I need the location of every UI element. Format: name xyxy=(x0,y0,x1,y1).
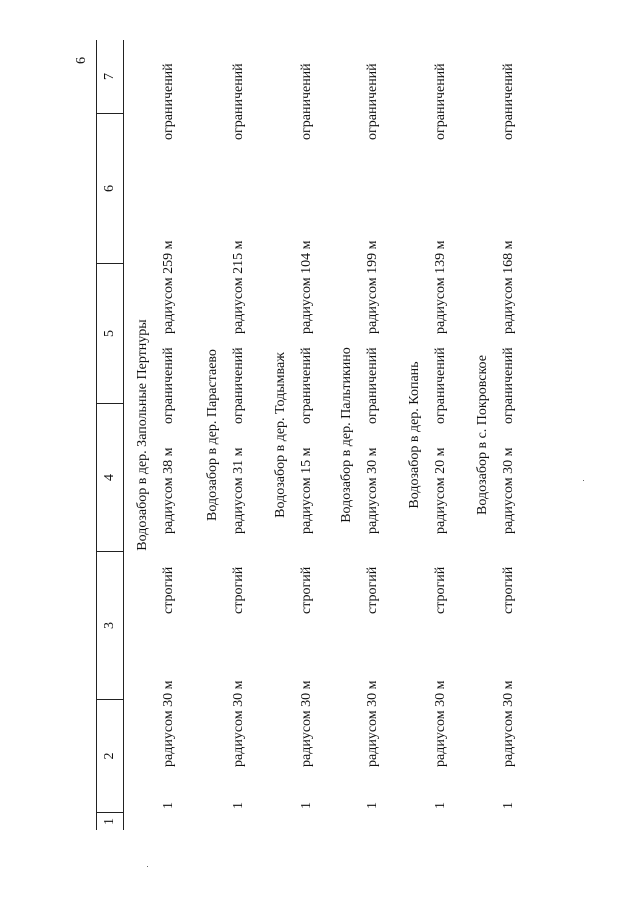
cell-strict-mode: строгий xyxy=(433,566,448,614)
section-title: Водозабор в с. Покровское xyxy=(475,355,490,515)
cell-strict-radius: радиусом 30 м xyxy=(501,680,516,767)
cell-third-radius: радиусом 199 м xyxy=(365,240,380,334)
cell-strict-radius: радиусом 30 м xyxy=(161,680,176,767)
cell-third-radius: радиусом 259 м xyxy=(161,240,176,334)
cell-second-mode: ограничений xyxy=(161,347,176,424)
section-title: Водозабор в дер. Запольные Пертнуры xyxy=(135,319,150,551)
cell-strict-mode: строгий xyxy=(365,566,380,614)
table-row xyxy=(158,40,180,830)
header-col-6: 6 xyxy=(97,114,123,264)
cell-num: 1 xyxy=(501,802,516,809)
cell-third-mode: ограничений xyxy=(161,63,176,140)
cell-strict-mode: строгий xyxy=(231,566,246,614)
section-title: Водозабор в дер. Пальтикино xyxy=(339,347,354,523)
cell-second-mode: ограничений xyxy=(433,347,448,424)
cell-num: 1 xyxy=(433,802,448,809)
cell-strict-radius: радиусом 30 м xyxy=(433,680,448,767)
table-row xyxy=(228,40,250,830)
cell-third-mode: ограничений xyxy=(433,63,448,140)
cell-second-radius: радиусом 31 м xyxy=(231,447,246,534)
cell-second-mode: ограничений xyxy=(365,347,380,424)
header-col-4: 4 xyxy=(97,404,123,552)
header-col-5: 5 xyxy=(97,264,123,404)
cell-second-radius: радиусом 15 м xyxy=(299,447,314,534)
cell-third-radius: радиусом 215 м xyxy=(231,240,246,334)
cell-num: 1 xyxy=(365,802,380,809)
cell-third-radius: радиусом 168 м xyxy=(501,240,516,334)
cell-second-mode: ограничений xyxy=(501,347,516,424)
section-pokrovskoe xyxy=(470,40,538,830)
cell-strict-radius: радиусом 30 м xyxy=(365,680,380,767)
cell-second-mode: ограничений xyxy=(231,347,246,424)
table-row xyxy=(296,40,318,830)
cell-second-radius: радиусом 38 м xyxy=(161,447,176,534)
scan-dust xyxy=(147,866,148,867)
table-row xyxy=(430,40,452,830)
section-paltikino xyxy=(334,40,402,830)
header-col-7: 7 xyxy=(97,40,123,114)
scan-dust xyxy=(583,480,584,481)
section-kopan xyxy=(402,40,470,830)
cell-third-radius: радиусом 104 м xyxy=(299,240,314,334)
cell-third-mode: ограничений xyxy=(501,63,516,140)
section-parastaevo xyxy=(200,40,268,830)
section-title: Водозабор в дер. Тодымваж xyxy=(273,352,288,518)
cell-strict-mode: строгий xyxy=(501,566,516,614)
section-todymvazh xyxy=(268,40,336,830)
cell-third-mode: ограничений xyxy=(299,63,314,140)
cell-second-radius: радиусом 30 м xyxy=(365,447,380,534)
cell-second-radius: радиусом 30 м xyxy=(501,447,516,534)
page-number: 6 xyxy=(74,57,89,64)
section-zapolnye-pertnury xyxy=(130,40,198,830)
header-col-1: 1 xyxy=(102,818,117,825)
rotated-table xyxy=(96,40,536,830)
section-title: Водозабор в дер. Парастаево xyxy=(205,349,220,521)
cell-third-mode: ограничений xyxy=(231,63,246,140)
header-col-3: 3 xyxy=(97,552,123,700)
cell-second-radius: радиусом 20 м xyxy=(433,447,448,534)
cell-strict-radius: радиусом 30 м xyxy=(231,680,246,767)
cell-num: 1 xyxy=(161,802,176,809)
table-row xyxy=(498,40,520,830)
cell-third-mode: ограничений xyxy=(365,63,380,140)
cell-num: 1 xyxy=(299,802,314,809)
cell-num: 1 xyxy=(231,802,246,809)
cell-strict-mode: строгий xyxy=(161,566,176,614)
header-col-2: 2 xyxy=(97,700,123,813)
cell-second-mode: ограничений xyxy=(299,347,314,424)
section-title: Водозабор в дер. Копань xyxy=(407,361,422,509)
cell-strict-radius: радиусом 30 м xyxy=(299,680,314,767)
cell-third-radius: радиусом 139 м xyxy=(433,240,448,334)
table-row xyxy=(362,40,384,830)
table-header xyxy=(96,40,124,830)
cell-strict-mode: строгий xyxy=(299,566,314,614)
